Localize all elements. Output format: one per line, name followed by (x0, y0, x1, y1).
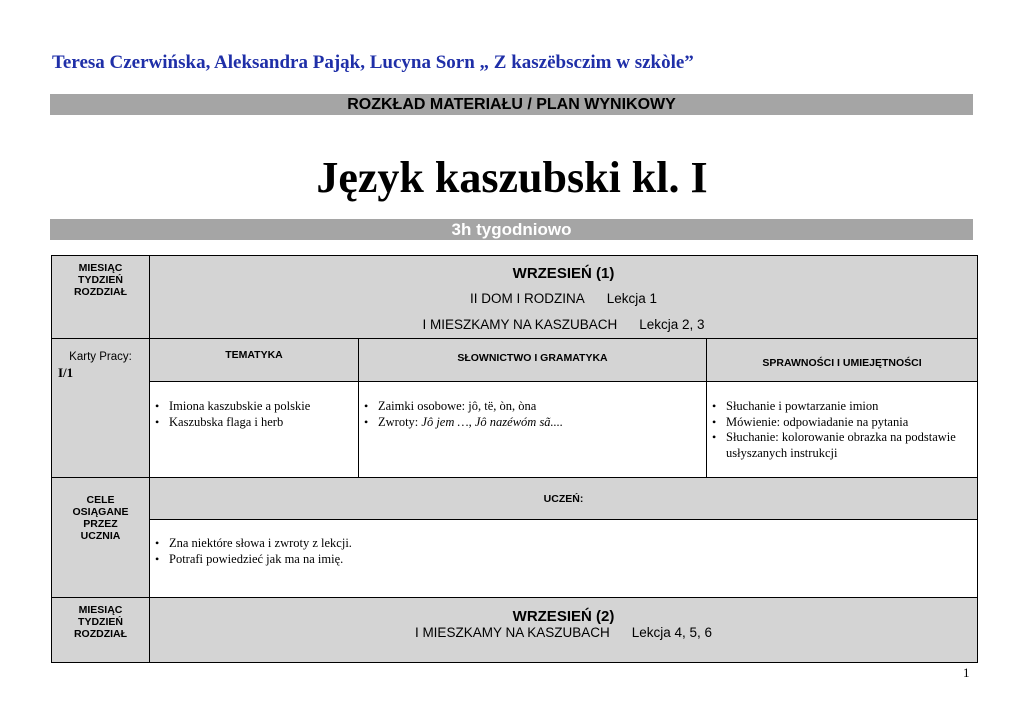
section2-month: WRZESIEŃ (2) (512, 608, 615, 625)
plan-band: ROZKŁAD MATERIAŁU / PLAN WYNIKOWY (50, 94, 973, 115)
section1-line2-text: I MIESZKAMY NA KASZUBACH (422, 317, 618, 332)
section1-line2-lesson: Lekcja 2, 3 (639, 317, 705, 332)
phrases-italic: Jô jem …, Jô nazéwóm sã.... (421, 414, 564, 429)
list-item: • Zna niektóre słowa i zwroty z lekcji. (152, 536, 977, 552)
goals-left-label (51, 477, 150, 598)
goals-label-line: PRZEZ (83, 518, 118, 530)
section2-line1-lesson: Lekcja 4, 5, 6 (631, 625, 713, 640)
section1-left-label (51, 255, 150, 339)
list-item: • Zaimki osobowe: jô, të, òn, òna (361, 399, 706, 415)
col-header-sprawnosci (706, 338, 978, 382)
list-item: • Imiona kaszubskie a polskie (152, 399, 358, 415)
slownictwo-cell (358, 381, 707, 478)
label-chapter: ROZDZIAŁ (73, 628, 128, 640)
list-item: • Potrafi powiedzieć jak ma na imię. (152, 552, 977, 568)
label-month: MIESIĄC (78, 604, 123, 616)
section1-line2 (150, 317, 977, 332)
goals-label-line: OSIĄGANE (72, 506, 129, 518)
col-header-slownictwo-label: SŁOWNICTWO I GRAMATYKA (457, 352, 608, 364)
label-week: TYDZIEŃ (78, 616, 123, 628)
section2-header (149, 597, 978, 663)
list-item: • Mówienie: odpowiadanie na pytania (709, 415, 959, 431)
goals-header-label: UCZEŃ: (543, 493, 584, 505)
label-chapter: ROZDZIAŁ (73, 286, 128, 298)
page-number: 1 (963, 665, 970, 680)
list-item (361, 415, 706, 431)
tematyka-cell (149, 381, 359, 478)
col-header-sprawnosci-label: SPRAWNOŚCI I UMIEJĘTNOŚCI (762, 357, 922, 369)
cards-value: I/1 (58, 365, 74, 380)
section1-line1 (150, 291, 977, 306)
authors-line: Teresa Czerwińska, Aleksandra Pająk, Lucyna Sorn „ Z kaszëbsczim w szkòle” (52, 52, 694, 73)
col-header-slownictwo (358, 338, 707, 382)
col-header-tematyka (149, 338, 359, 382)
cards-label: Karty Pracy: (69, 351, 132, 363)
section2-line1 (150, 625, 977, 640)
list-item: • Słuchanie i powtarzanie imion (709, 399, 959, 415)
goals-header (149, 477, 978, 520)
document-title: Język kaszubski kl. I (316, 153, 708, 202)
list-item: • Słuchanie: kolorowanie obrazka na podstawie usłyszanych instrukcji (709, 430, 959, 461)
list-item: • Kaszubska flaga i herb (152, 415, 358, 431)
section1-header (149, 255, 978, 339)
phrases-prefix: Zwroty: (378, 414, 422, 429)
goals-label-line: UCZNIA (80, 530, 121, 542)
section2-left-label (51, 597, 150, 663)
col-header-tematyka-label: TEMATYKA (225, 349, 283, 361)
label-month: MIESIĄC (78, 262, 123, 274)
section2-line1-text: I MIESZKAMY NA KASZUBACH (414, 625, 610, 640)
sprawnosci-cell (706, 381, 978, 478)
goals-label-line: CELE (86, 494, 115, 506)
goals-cell (149, 519, 978, 598)
section1-line1-lesson: Lekcja 1 (606, 291, 658, 306)
section1-month: WRZESIEŃ (1) (512, 265, 615, 282)
lesson-plan-table (51, 255, 978, 663)
hours-band: 3h tygodniowo (50, 219, 973, 240)
label-week: TYDZIEŃ (78, 274, 123, 286)
section1-line1-text: II DOM I RODZINA (469, 291, 585, 306)
cards-left-label (51, 338, 150, 478)
